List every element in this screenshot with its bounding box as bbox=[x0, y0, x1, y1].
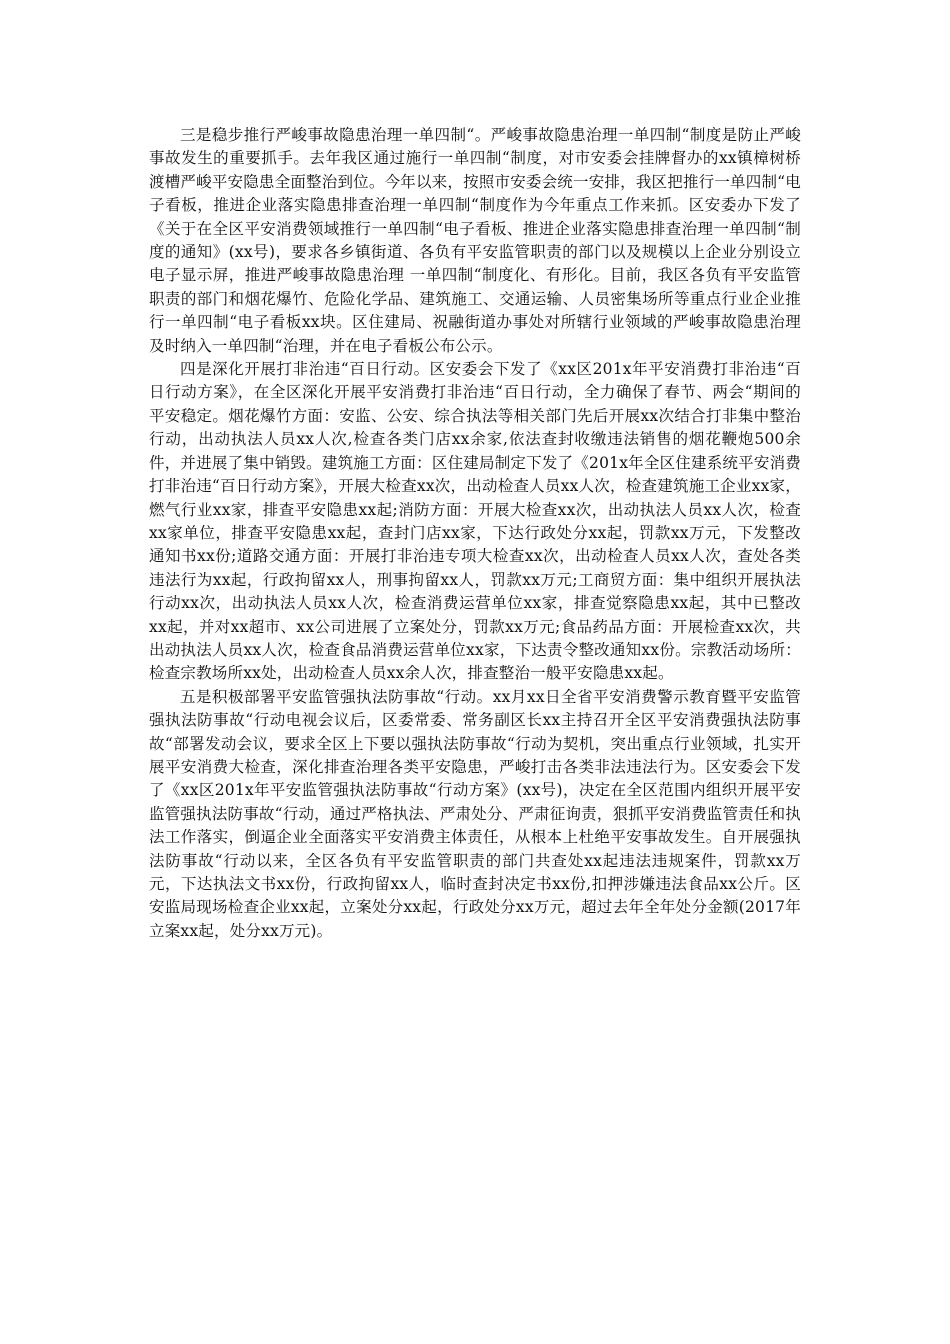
document-body bbox=[149, 124, 801, 943]
paragraph-4: 四是深化开展打非治违“百日行动。区安委会下发了《xx区201x年平安消费打非治违“百日行动方案》，在全区深化开展平安消费打非治违“百日行动，全力确保了春节、两会“期间的平安稳定。烟花爆竹方面：安监、公安、综合执法等相关部门先后开展xx次结合打非集中整治行动，出动执法人员xx人次,检查各类门店xx余家,依法查封收缴违法销售的烟花鞭炮500余件，并进展了集中销毁。建筑施工方面：区住建局制定下发了《201x年全区住建系统平安消费打非治违“百日行动方案》，开展大检查xx次，出动检查人员xx人次，检查建筑施工企业xx家，燃气行业xx家，排查平安隐患xx起;消防方面：开展大检查xx次，出动执法人员xx人次，检查xx家单位，排查平安隐患xx起，查封门店xx家，下达行政处分xx起，罚款xx万元，下发整改通知书xx份;道路交通方面：开展打非治违专项大检查xx次，出动检查人员xx人次，查处各类违法行为xx起，行政拘留xx人，刑事拘留xx人，罚款xx万元;工商贸方面：集中组织开展执法行动xx次，出动执法人员xx人次，检查消费运营单位xx家，排查觉察隐患xx起，其中已整改xx起，并对xx超市、xx公司进展了立案处分，罚款xx万元;食品药品方面：开展检查xx次，共出动执法人员xx人次，检查食品消费运营单位xx家，下达责令整改通知xx份。宗教活动场所：检查宗教场所xx处，出动检查人员xx余人次，排查整治一般平安隐患xx起。 bbox=[149, 360, 801, 683]
paragraph-3: 三是稳步推行严峻事故隐患治理一单四制“。严峻事故隐患治理一单四制“制度是防止严峻事故发生的重要抓手。去年我区通过施行一单四制“制度，对市安委会挂牌督办的xx镇樟树桥渡槽严峻平安隐患全面整治到位。今年以来，按照市安委会统一安排，我区把推行一单四制“电子看板，推进企业落实隐患排查治理一单四制“制度作为今年重点工作来抓。区安委办下发了《关于在全区平安消费领域推行一单四制“电子看板、推进企业落实隐患排查治理一单四制“制度的通知》(xx号)，要求各乡镇街道、各负有平安监管职责的部门以及规模以上企业分别设立电子显示屏，推进严峻事故隐患治理 一单四制“制度化、有形化。目前，我区各负有平安监管职责的部门和烟花爆竹、危险化学品、建筑施工、交通运输、人员密集场所等重点行业企业推行一单四制“电子看板xx块。区住建局、祝融街道办事处对所辖行业领域的严峻事故隐患治理及时纳入一单四制“治理，并在电子看板公布公示。 bbox=[149, 126, 801, 355]
paragraph-5: 五是积极部署平安监管强执法防事故“行动。xx月xx日全省平安消费警示教育暨平安监管强执法防事故“行动电视会议后，区委常委、常务副区长xx主持召开全区平安消费强执法防事故“部署发动会议，要求全区上下要以强执法防事故“行动为契机，突出重点行业领域，扎实开展平安消费大检查，深化排查治理各类平安隐患，严峻打击各类非法违法行为。区安委会下发了《xx区201x年平安监管强执法防事故“行动方案》(xx号)，决定在全区范围内组织开展平安监管强执法防事故“行动，通过严格执法、严肃处分、严肃征询责，狠抓平安消费监管责任和执法工作落实，倒逼企业全面落实平安消费主体责任，从根本上杜绝平安事故发生。自开展强执法防事故“行动以来，全区各负有平安监管职责的部门共查处xx起违法违规案件，罚款xx万元，下达执法文书xx份，行政拘留xx人，临时查封决定书xx份,扣押涉嫌违法食品xx公斤。区安监局现场检查企业xx起，立案处分xx起，行政处分xx万元，超过去年全年处分金额(2017年立案xx起，处分xx万元)。 bbox=[149, 687, 801, 940]
